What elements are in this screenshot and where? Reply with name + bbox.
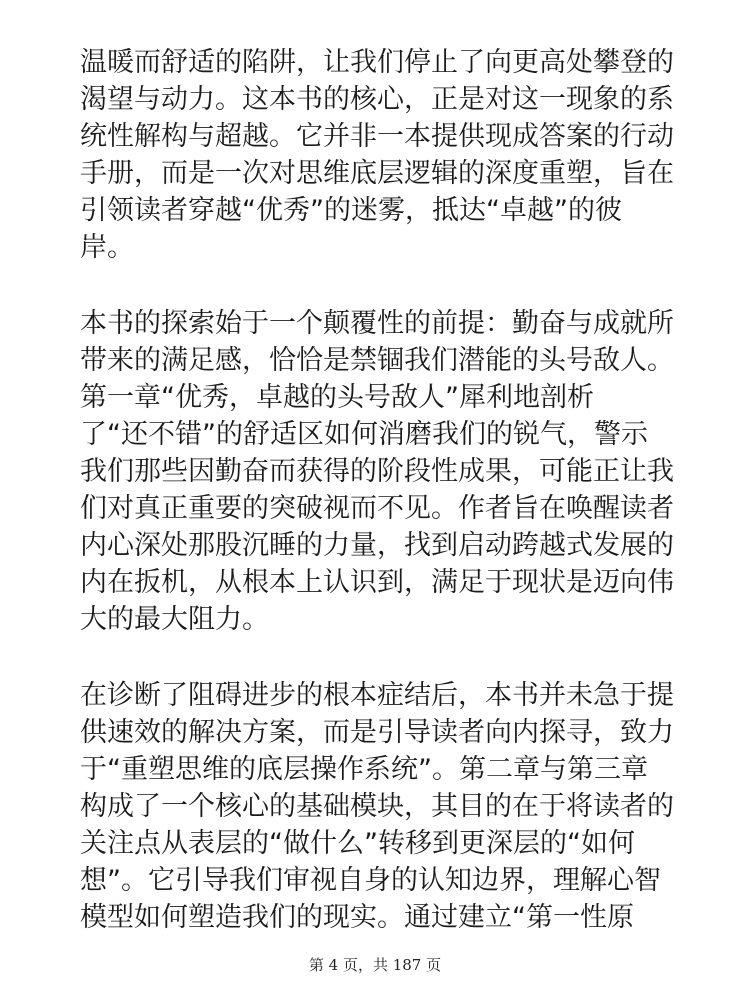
text-line: 大的最大阻力。 bbox=[80, 604, 269, 635]
text-line: 内心深处那股沉睡的力量，找到启动跨越式发展的 bbox=[80, 530, 674, 561]
text-line: 构成了一个核心的基础模块，其目的在于将读者的 bbox=[80, 791, 674, 822]
page-number: 第 4 页，共 187 页 bbox=[308, 956, 442, 974]
text-line: 供速效的解决方案，而是引导读者向内探寻，致力 bbox=[80, 717, 674, 748]
text-line: 统性解构与超越。它并非一本提供现成答案的行动 bbox=[80, 121, 674, 152]
text-line: 在诊断了阻碍进步的根本症结后，本书并未急于提 bbox=[80, 680, 674, 711]
text-line: 渴望与动力。这本书的核心，正是对这一现象的系 bbox=[80, 84, 674, 115]
paragraph bbox=[80, 677, 680, 936]
text-line: 温暖而舒适的陷阱，让我们停止了向更高处攀登的 bbox=[80, 47, 674, 78]
text-line: 本书的探索始于一个颠覆性的前提：勤奋与成就所 bbox=[80, 308, 674, 339]
text-line: 想”。它引导我们审视自身的认知边界，理解心智 bbox=[80, 865, 661, 896]
text-line: 于“重塑思维的底层操作系统”。第二章与第三章 bbox=[80, 754, 648, 785]
text-line: 内在扳机，从根本上认识到，满足于现状是迈向伟 bbox=[80, 567, 674, 598]
paragraph bbox=[80, 305, 680, 638]
text-line: 手册，而是一次对思维底层逻辑的深度重塑，旨在 bbox=[80, 158, 674, 189]
text-line: 我们那些因勤奋而获得的阶段性成果，可能正让我 bbox=[80, 456, 674, 487]
text-line: 关注点从表层的“做什么”转移到更深层的“如何 bbox=[80, 828, 635, 859]
text-line: 带来的满足感，恰恰是禁锢我们潜能的头号敌人。 bbox=[80, 345, 674, 376]
text-line: 模型如何塑造我们的现实。通过建立“第一性原 bbox=[80, 902, 634, 933]
text-line: 岸。 bbox=[80, 232, 134, 263]
text-line: 引领读者穿越“优秀”的迷雾，抵达“卓越”的彼 bbox=[80, 195, 622, 226]
text-line: 们对真正重要的突破视而不见。作者旨在唤醒读者 bbox=[80, 493, 674, 524]
text-line: 了“还不错”的舒适区如何消磨我们的锐气，警示 bbox=[80, 419, 648, 450]
paragraph bbox=[80, 44, 680, 266]
text-line: 第一章“优秀，卓越的头号敌人”犀利地剖析 bbox=[80, 382, 594, 413]
